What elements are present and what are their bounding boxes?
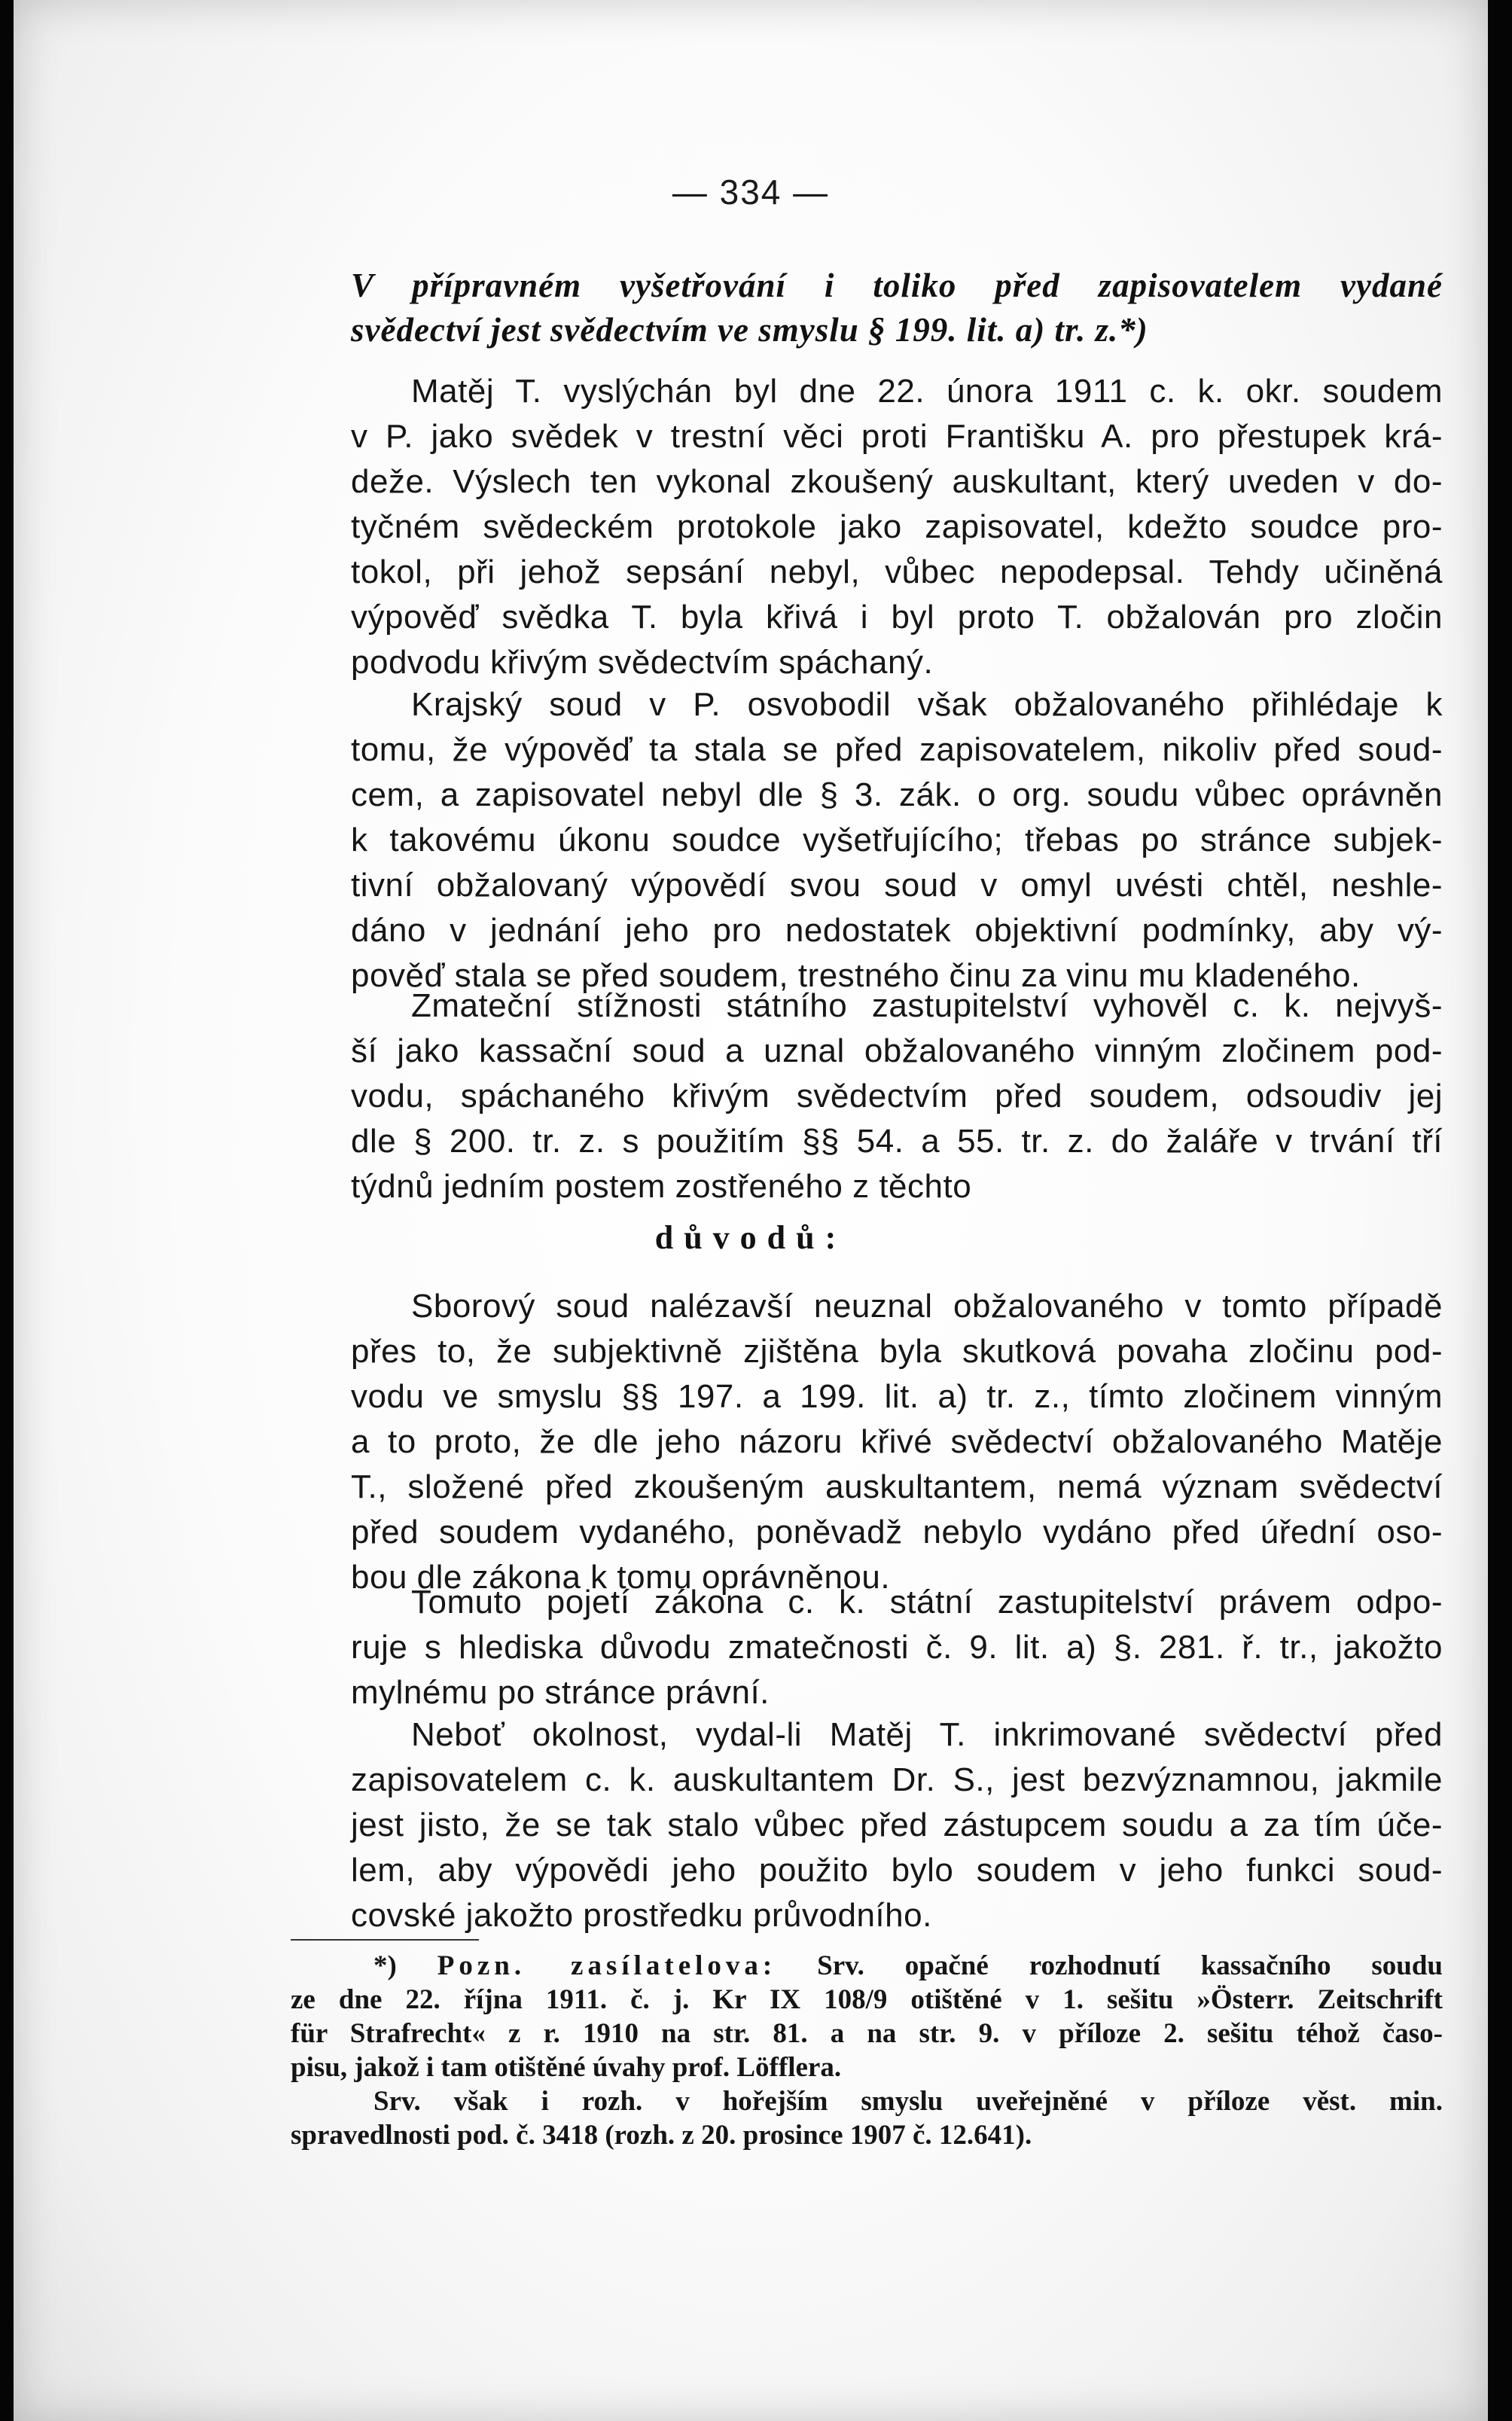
text-line: tokol, při jehož sepsání nebyl, vůbec nepodepsal. Tehdy učiněná — [351, 553, 1443, 590]
footnote-1 — [291, 1949, 1443, 2084]
text-line: přes to, že subjektivně zjištěna byla skutková povaha zločinu pod- — [351, 1333, 1443, 1370]
text-line: Neboť okolnost, vydal-li Matěj T. inkrimované svědectví před — [411, 1716, 1443, 1753]
text-line: Zmateční stížnosti státního zastupitelství vyhověl c. k. nejvyš- — [411, 987, 1443, 1024]
footnote-text: Srv. opačné rozhodnutí kassačního soudu — [817, 1950, 1443, 1981]
footnote-line: für Strafrecht« z r. 1910 na str. 81. a na str. 9. v příloze 2. sešitu téhož časo- — [291, 2018, 1443, 2049]
footnote-2 — [291, 2084, 1443, 2152]
book-page — [14, 0, 1488, 2421]
facts-paragraph-2 — [351, 682, 1443, 999]
text-line: výpověď svědka T. byla křivá i byl proto T. obžalován pro zločin — [351, 599, 1443, 636]
text-line: týdnů jedním postem zostřeného z těchto — [351, 1168, 972, 1205]
text-line: a to proto, že dle jeho názoru křivé svědectví obžalovaného Matěje — [351, 1423, 1443, 1460]
text-line: covské jakožto prostředku průvodního. — [351, 1897, 932, 1934]
case-heading-line-1: V přípravném vyšetřování i toliko před zapisovatelem vydané — [351, 267, 1443, 304]
footnote-marker: *) — [373, 1950, 397, 1981]
text-line: lem, aby výpovědi jeho použito bylo soudem v jeho funkci soud- — [351, 1852, 1443, 1889]
reasons-paragraph-3 — [351, 1712, 1443, 1938]
facts-paragraph-1 — [351, 369, 1443, 685]
text-line: cem, a zapisovatel nebyl dle § 3. zák. o org. soudu vůbec oprávněn — [351, 776, 1443, 813]
text-line: jest jisto, že se tak stalo vůbec před zástupcem soudu a za tím úče- — [351, 1807, 1443, 1843]
text-line: Sborový soud nalézavší neuznal obžalovaného v tomto případě — [411, 1288, 1443, 1325]
text-line: mylnému po stránce právní. — [351, 1674, 770, 1711]
case-heading — [351, 264, 1443, 352]
text-line: před soudem vydaného, poněvadž nebylo vydáno před úřední oso- — [351, 1514, 1443, 1550]
text-line: vodu, spáchaného křivým svědectvím před soudem, odsoudiv jej — [351, 1078, 1443, 1114]
text-line: tyčném svědeckém protokole jako zapisovatel, kdežto soudce pro- — [351, 508, 1443, 545]
footnote-line: spravedlnosti pod. č. 3418 (rozh. z 20. prosince 1907 č. 12.641). — [291, 2120, 1032, 2151]
text-line: zapisovatelem c. k. auskultantem Dr. S., jest bezvýznamnou, jakmile — [351, 1761, 1443, 1798]
text-line: dle § 200. tr. z. s použitím §§ 54. a 55. tr. z. do žaláře v trvání tří — [351, 1123, 1443, 1160]
reasons-heading: důvodů: — [654, 1219, 847, 1256]
case-heading-line-2: svědectví jest svědectvím ve smyslu § 199. lit. a) tr. z.*) — [351, 311, 1148, 349]
text-line: tomu, že výpověď ta stala se před zapisovatelem, nikoliv před soud- — [351, 731, 1443, 768]
text-line: pověď stala se před soudem, trestného činu za vinu mu kladeného. — [351, 957, 1361, 994]
page-number: — 334 — — [672, 172, 830, 212]
facts-paragraph-3 — [351, 983, 1443, 1209]
text-line: ruje s hlediska důvodu zmatečnosti č. 9. lit. a) §. 281. ř. tr., jakožto — [351, 1629, 1443, 1666]
text-line: podvodu křivým svědectvím spáchaný. — [351, 644, 934, 681]
text-line: vodu ve smyslu §§ 197. a 199. lit. a) tr. z., tímto zločinem vinným — [351, 1378, 1443, 1415]
footnote-line — [291, 1949, 1443, 1983]
text-line: dáno v jednání jeho pro nedostatek objektivní podmínky, aby vý- — [351, 912, 1443, 949]
footnote-line: Srv. však i rozh. v hořejším smyslu uveřejněné v příloze věst. min. — [373, 2086, 1443, 2117]
text-line: Matěj T. vyslýchán byl dne 22. února 1911 c. k. okr. soudem — [411, 373, 1443, 410]
text-line: bou dle zákona k tomu oprávněnou. — [351, 1559, 891, 1596]
footnote-separator — [291, 1939, 479, 1941]
text-line: T., složené před zkoušeným auskultantem, nemá význam svědectví — [351, 1468, 1443, 1505]
text-line: Tomuto pojetí zákona c. k. státní zastupitelství právem odpo- — [411, 1584, 1443, 1621]
text-line: tivní obžalovaný výpovědí svou soud v omyl uvésti chtěl, neshle- — [351, 867, 1443, 904]
text-line: ší jako kassační soud a uznal obžalovaného vinným zločinem pod- — [351, 1032, 1443, 1069]
footnote-line: pisu, jakož i tam otištěné úvahy prof. Löfflera. — [291, 2052, 842, 2083]
text-line: Krajský soud v P. osvobodil však obžalovaného přihlédaje k — [411, 686, 1443, 723]
footnote-line: ze dne 22. října 1911. č. j. Kr IX 108/9 otištěné v 1. sešitu »Österr. Zeitschrift — [291, 1984, 1443, 2015]
reasons-paragraph-1 — [351, 1284, 1443, 1600]
text-line: v P. jako svědek v trestní věci proti Františku A. pro přestupek krá- — [351, 418, 1443, 455]
footnote-label: Pozn. zasílatelova: — [437, 1950, 777, 1981]
text-line: k takovému úkonu soudce vyšetřujícího; třebas po stránce subjek- — [351, 822, 1443, 858]
reasons-paragraph-2 — [351, 1580, 1443, 1715]
text-line: deže. Výslech ten vykonal zkoušený auskultant, který uveden v do- — [351, 463, 1443, 500]
